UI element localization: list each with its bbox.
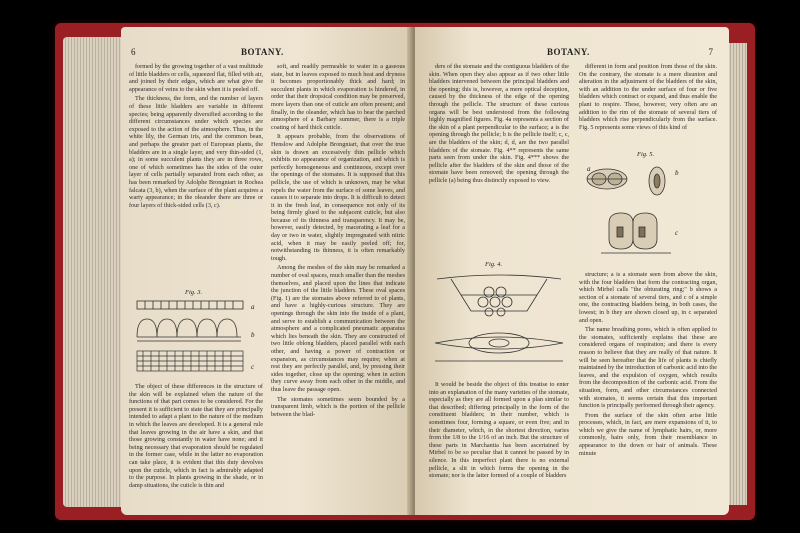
running-head-left: BOTANY.: [241, 47, 284, 57]
left-column-2: [271, 63, 405, 511]
fig-3-illustration: [135, 299, 263, 377]
paragraph: ders of the stomate and the contiguous bladders of the skin. When open they also appear as if two other little bladders intervened between the principal bladders and the opening; this is, however, a mere optical deception, caused by the thickness of the edge of the opening through the pellicle. The structure of these curious organs will be best understood from the following highly magnified figures. Fig. 4a represents a section of the skin of a plant perpendicular to the surface; a is the opening through the pellicle; b is the pellicle itself; c, c, are the bladders of the skin; d, d, are the two parallel bladders of the stomate. Fig. 4** represents the same parts seen from under the skin. Fig. 4*** shows the pellicle after the bladders of the skin and those of the stomate have been removed; the opening through the pellicle (a) being thus distinctly exposed to view.: [429, 63, 569, 184]
paragraph: The name breathing pores, which is often applied to the stomates, sufficiently explains that these are considered organs of respiration; and there is every reason to believe that they are really of that nature. It will be seen hereafter that the life of plants is chiefly maintained by the introduction of carbonic acid into the leaves, and the expulsion of oxygen, which results from the decomposition of the carbonic acid. From the situation, form, and other circumstances connected with stomates, it seems certain that this important function is principally performed through their agency.: [579, 326, 717, 410]
paragraph: Among the meshes of the skin may be remarked a number of oval spaces, much smaller than the meshes themselves, and placed upon the lines that indicate the junction of the little bladders. These oval spaces (Fig. 1) are the stomates above referred to of plants, and have a highly-curious structure. They are openings through the skin into the inside of a plant, and serve to establish a communication between the atmosphere and a complicated pneumatic apparatus which lies beneath the skin. They are constructed of two little oblong bladders, placed parallel with each other, and having a power of contraction or expansion, as circumstances may require; when at rest they are perfectly parallel, and, by pressing their sides together, close up the opening; when in action they curve away from each other in the middle, and thus leave the passage open.: [271, 264, 405, 393]
paragraph: From the surface of the skin often arise little processes, which, in fact, are mere expansions of it, to which we give the name of lymphatic hairs, or, more commonly, hairs only, from their resemblance in appearance to the down or hair of animals. These minute: [579, 411, 717, 457]
paragraph: formed by the growing together of a vast multitude of little bladders or cells, squeezed flat, filled with air, and joined by their edges, which are what give the appearance of veins to the skin when it is peeled off.: [129, 63, 263, 93]
page-edges-left: [63, 37, 129, 507]
right-column-2-top: [579, 63, 717, 147]
fig-4-illustration: [431, 271, 567, 371]
paragraph: The object of these differences in the structure of the skin will be explained when the nature of the functions of that part comes to be considered. For the present it is sufficient to state that they are principally intended to adapt a plant to the nature of the medium in which the leaves are developed. It is a general rule that leaves growing in the air have a skin, and that those growing constantly in water have none; and it being necessary that evaporation should be regulated in the former case, while in the latter no evaporation can take place, it is evident that this duty devolves upon the cuticle, which in fact is admirably adapted to the purpose. In plants growing in the shade, or in damp situations, the cuticle is thin and: [129, 383, 263, 489]
cell-row-a: [137, 301, 243, 309]
page-number-right: 7: [708, 47, 713, 57]
fig-5-letter-c: c: [675, 229, 679, 237]
stomate-section-top: [437, 275, 561, 316]
fig-5-label: Fig. 5.: [637, 151, 655, 158]
running-head-right: BOTANY.: [547, 47, 590, 57]
stomate-section-bottom: [435, 333, 563, 361]
paragraph: different in form and position from those of the skin. On the contrary, the stomate is a mere disunion and alteration in the adjustment of the bladders of the skin, with an addition to the under surface of four or five bladders which contract or expand, and thus enable the plant to respire. These, however, very often are an addition to the rim of the stomate of several tiers of bladders which rise perpendicularly from the surface. Fig. 5 represents some views of this kind of: [579, 63, 717, 131]
cell-row-c: [137, 351, 243, 371]
stomate-view-a: [587, 169, 627, 189]
paragraph: soft, and readily permeable to water in a gaseous state, but in leaves exposed to much heat and dryness it becomes proportionably thick and hard; in succulent plants in which evaporation is hindered, in order that their dropsical condition may be preserved, more layers than one of cuticle are often present; and finally, in the oleander, which has to bear the parched atmosphere of a Barbary summer, there is a triple coating of hard thick cuticle.: [271, 63, 405, 131]
paragraph: structure; a is a stomate seen from above the skin, with the four bladders that form the contracting organ, which Mirbel calls "the obturating ring;" b shows a section of a stomate of several tiers, and c of a simple one, the contracting bladders being, in both cases, the lowest; in b they are shown closed up, in c separated and open.: [579, 271, 717, 324]
fig-5-letter-b: b: [675, 169, 679, 177]
page-number-left: 6: [131, 47, 136, 57]
right-column-1-bottom: [429, 381, 569, 511]
cell-row-b: [137, 319, 241, 341]
paragraph: The thickness, the form, and the number of layers of these little bladders are variable in different species; being apparently diversified according to the different circumstances under which species are exposed to the action of the atmosphere. Thus, in the white lily, the German iris, and the common bean, and perhaps the greater part of European plants, the bladders are in a single layer, and very thin-sided (1, a); in some succulent plants they are in three rows, one of which sometimes has the sides of the outer layer of cells partially separated from each other, as has been remarked by Adolphe Brongniart in Rochea falcata (3, b), when the surface of the plant acquires a warty appearance; in the oleander there are three or four layers of thick-sided cells (3, c).: [129, 95, 263, 209]
paragraph: The stomates sometimes seem bounded by a transparent limb, which is the portion of the pellicle between the blad-: [271, 395, 405, 418]
paragraph: It would be beside the object of this treatise to enter into an explanation of the many varieties of the stomate, especially as they are all formed upon a plan similar to that described; differing principally in the form of the constituent bladders; in their number, which is sometimes four, forming a square, or even five; and in their diameter, which, in the shortest direction, varies from the 1/8 to the 1/16 of an inch. But the structure of these parts in Marchantia has been ascertained by Mirbel to be so peculiar that it cannot be passed by in silence. In this imperfect plant there is no external pellicle, a slit in which forms the opening in the stomate; nor is the latter formed of a couple of bladders: [429, 381, 569, 480]
stomate-view-c: [601, 213, 671, 253]
open-book: [55, 15, 755, 520]
fig-4-label: Fig. 4.: [485, 261, 503, 268]
fig-3-label: Fig. 3.: [185, 289, 203, 296]
fig-3-letter-b: b: [251, 331, 255, 339]
stomate-view-b: [649, 167, 665, 195]
right-page: [415, 27, 729, 515]
right-column-1-top: [429, 63, 569, 259]
left-page: [121, 27, 413, 515]
paragraph: It appears probable, from the observations of Henslow and Adolphe Brongniart, that over the true skin is drawn an excessively thin pellicle which exhibits no appearance of organization, and which is perfectly homogeneous and continuous, except over the openings of the stomates. It is supposed that this pellicle, the use of which is unknown, may be what repels the water from the surface of some leaves, and causes it to separate into drops. It is difficult to detect it in the fresh leaf, in consequence not only of its being firmly glued to the subjacent cuticle, but also because of its thinness and transparency. It may be, however, easily detected, by macerating a leaf for a day or two in water, slightly impregnated with nitric acid, when it may be easily peeled off; for, notwithstanding its thinness, it is often remarkably tough.: [271, 133, 405, 262]
right-column-2-bottom: [579, 271, 717, 511]
fig-3-letter-a: a: [251, 303, 255, 311]
fig-5-illustration: [581, 161, 713, 265]
left-column-1-bottom: [129, 383, 263, 511]
fig-5-letter-a: a: [587, 165, 591, 173]
fig-3-letter-c: c: [251, 363, 255, 371]
left-column-1-top: [129, 63, 263, 285]
